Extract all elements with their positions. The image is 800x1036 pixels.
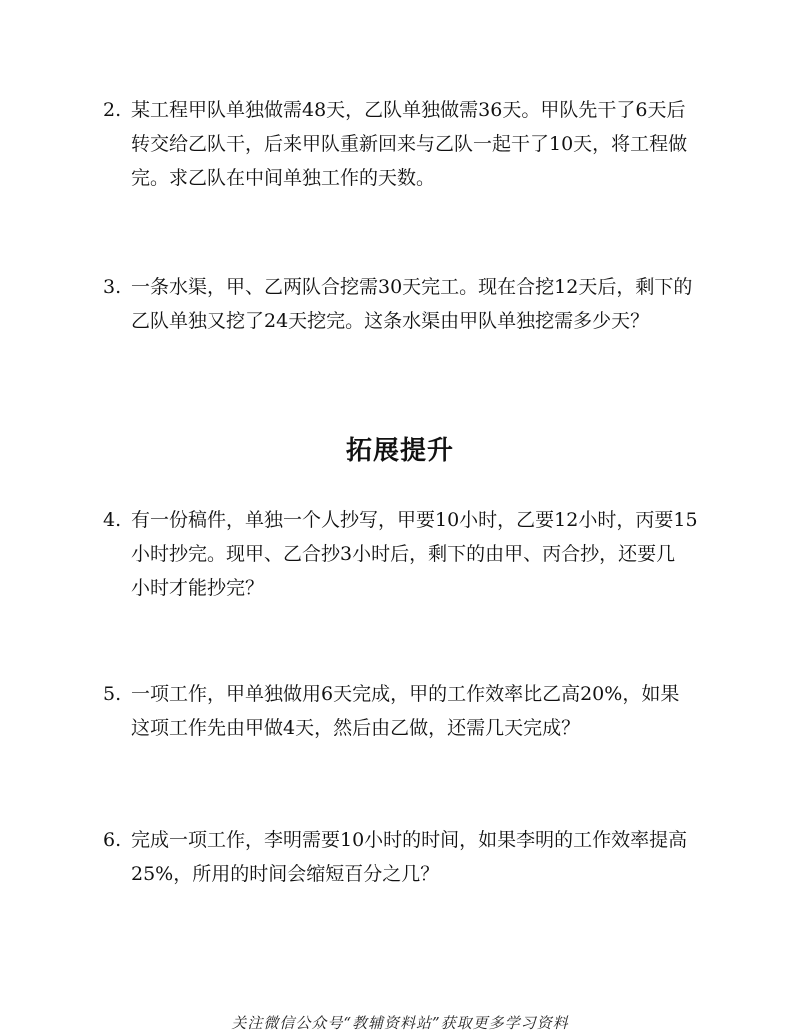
problem-6 — [103, 823, 703, 891]
problem-text-line: 完。求乙队在中间单独工作的天数。 — [131, 167, 436, 189]
problem-3 — [103, 270, 703, 338]
problem-number: 4. — [103, 509, 122, 531]
problem-text-line: 25%，所用的时间会缩短百分之几？ — [131, 863, 440, 885]
problem-number: 3. — [103, 276, 122, 298]
problem-text-line: 小时才能抄完？ — [131, 577, 265, 599]
problem-text-line: 小时抄完。现甲、乙合抄3小时后，剩下的由甲、丙合抄，还要几 — [131, 543, 676, 565]
problem-text-line: 一条水渠，甲、乙两队合挖需30天完工。现在合挖12天后，剩下的 — [131, 276, 693, 298]
problem-5 — [103, 677, 703, 745]
problem-2 — [103, 93, 703, 195]
problem-text-line: 一项工作，甲单独做用6天完成，甲的工作效率比乙高20%，如果 — [131, 683, 680, 705]
problem-text-line: 某工程甲队单独做需48天，乙队单独做需36天。甲队先干了6天后 — [131, 99, 686, 121]
problem-text-line: 完成一项工作，李明需要10小时的时间，如果李明的工作效率提高 — [131, 829, 688, 851]
problem-text-line: 这项工作先由甲做4天，然后由乙做，还需几天完成？ — [131, 717, 581, 739]
problem-number: 5. — [103, 683, 122, 705]
problem-number: 2. — [103, 99, 122, 121]
problem-text-line: 乙队单独又挖了24天挖完。这条水渠由甲队单独挖需多少天？ — [131, 310, 650, 332]
problem-text-line: 转交给乙队干，后来甲队重新回来与乙队一起干了10天，将工程做 — [131, 133, 688, 155]
problem-number: 6. — [103, 829, 122, 851]
section-title: 拓展提升 — [345, 436, 454, 466]
footer-note: 关注微信公众号“教辅资料站”获取更多学习资料 — [231, 1014, 569, 1032]
problem-4 — [103, 503, 703, 605]
problem-text-line: 有一份稿件，单独一个人抄写，甲要10小时，乙要12小时，丙要15 — [131, 509, 698, 531]
